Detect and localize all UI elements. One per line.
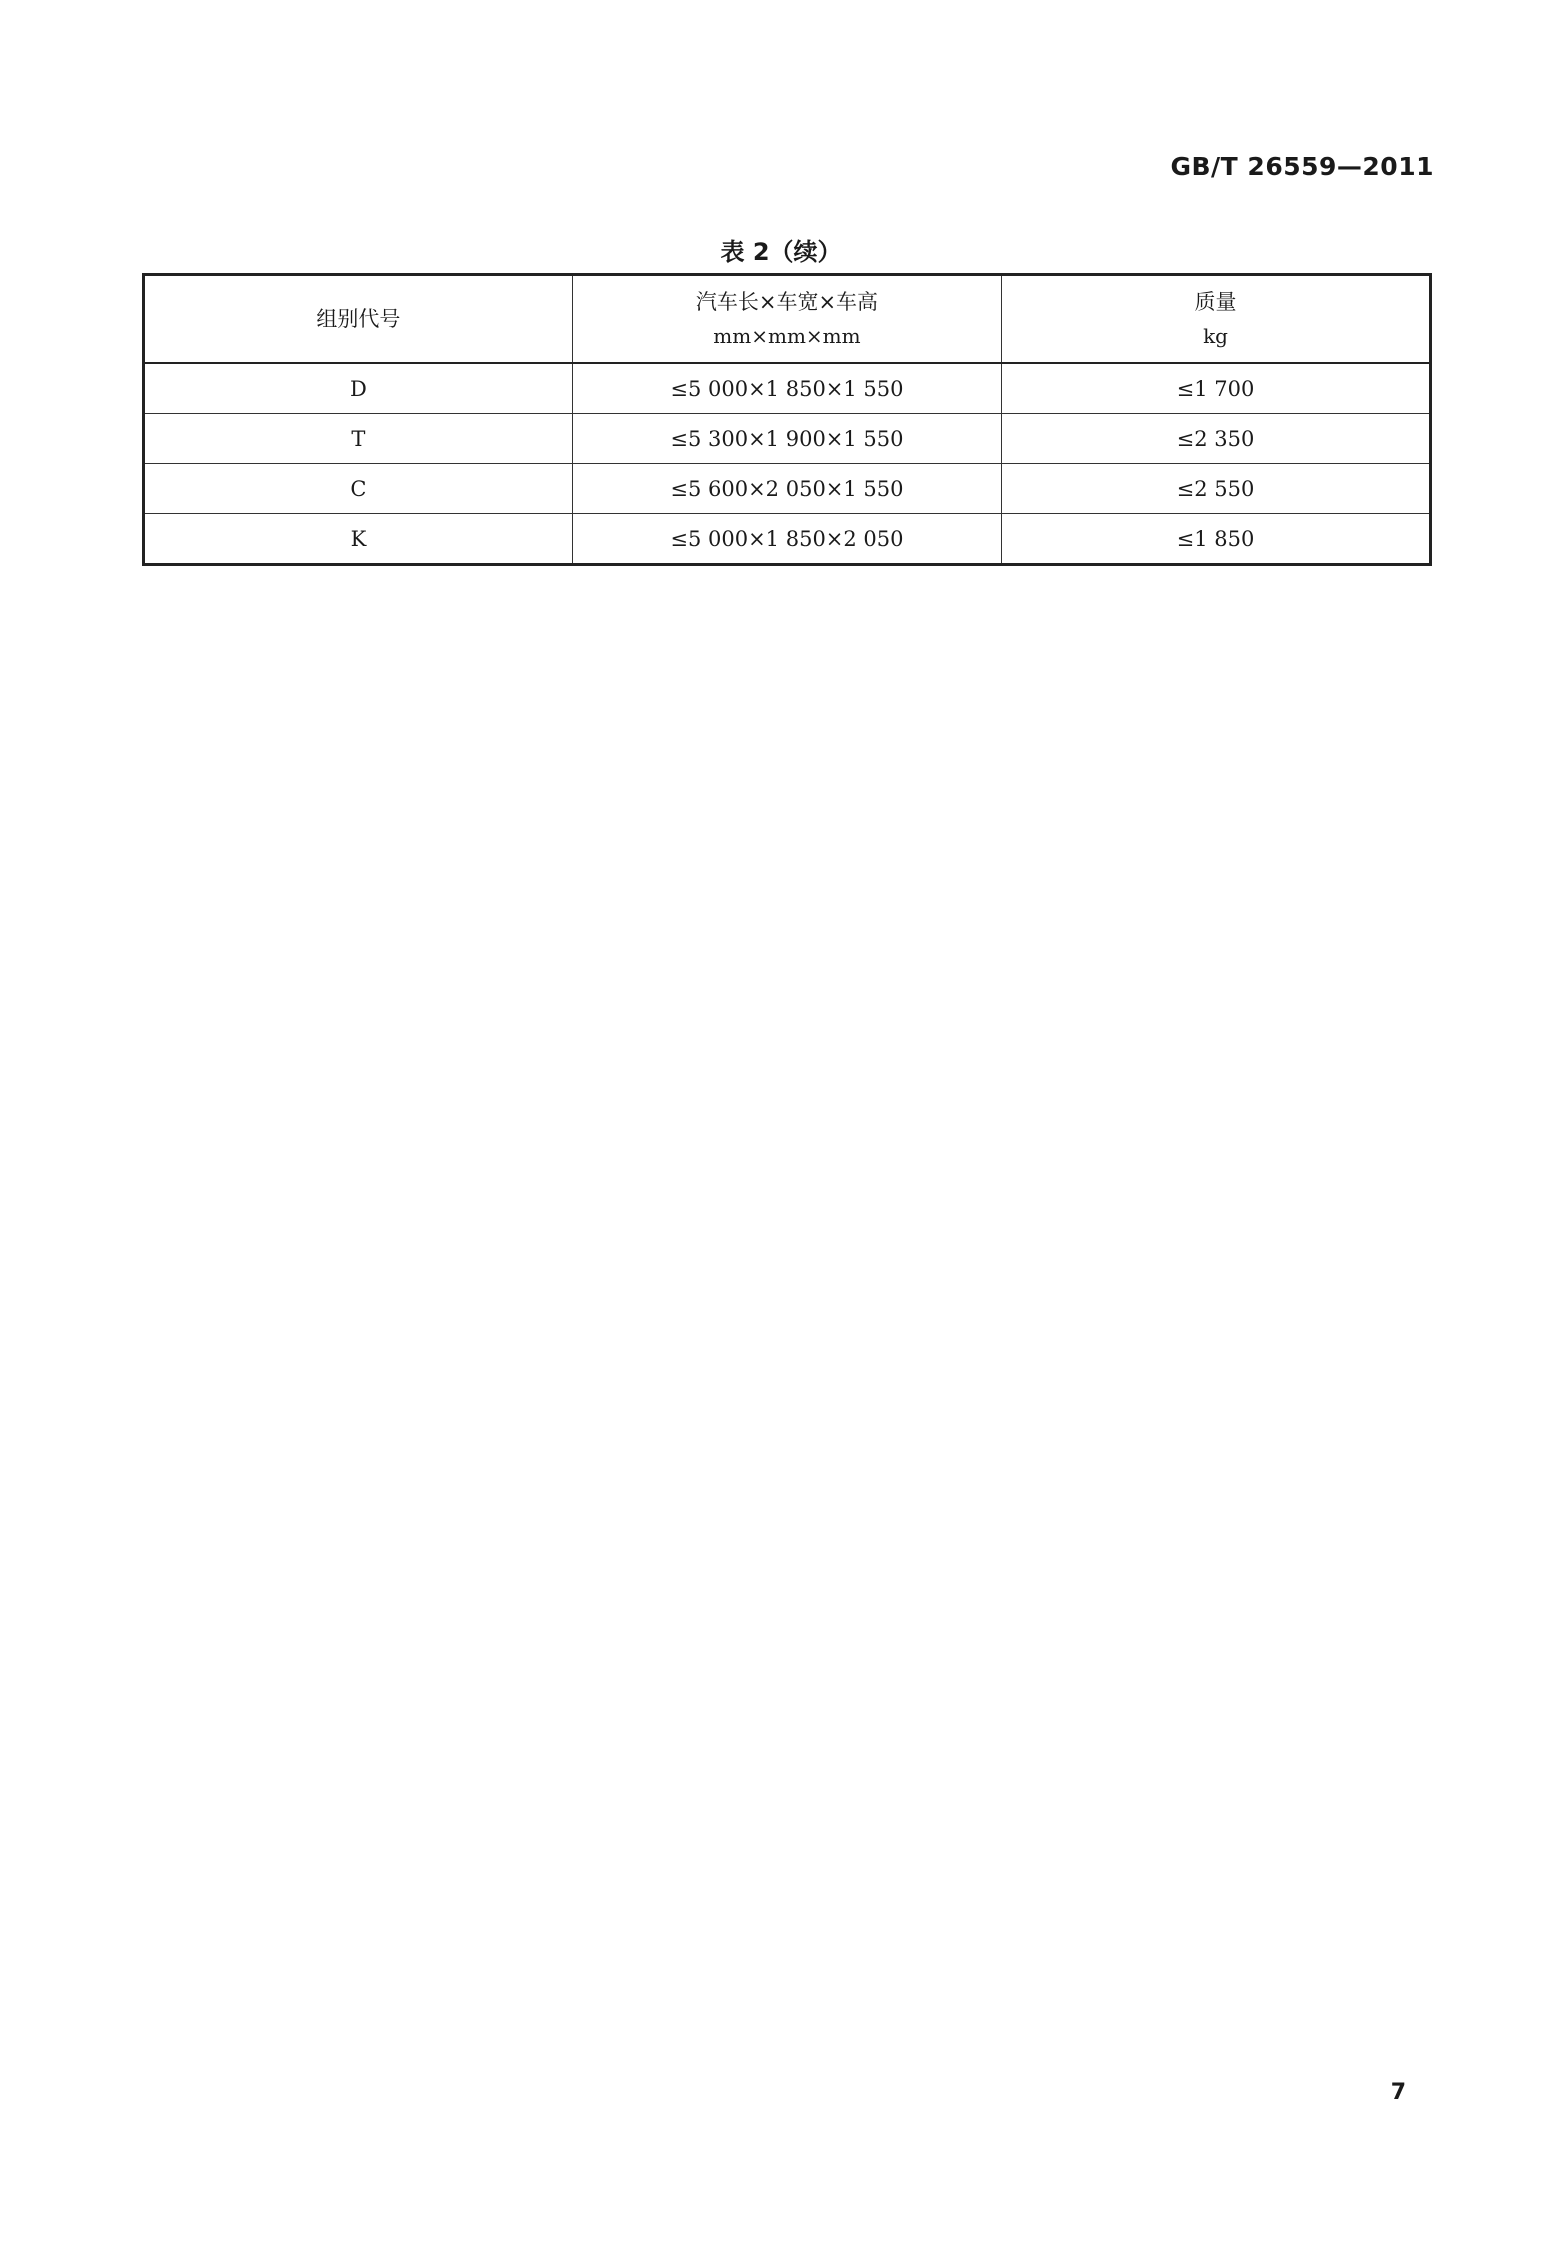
- page-number: 7: [1390, 2080, 1406, 2105]
- table-title: 表 2（续）: [720, 238, 842, 266]
- table-row: [144, 363, 1431, 414]
- table-row: [144, 464, 1431, 514]
- cell-mass: ≤2 350: [1002, 414, 1431, 464]
- header-dimensions: [572, 275, 1001, 364]
- cell-group: K: [144, 514, 573, 565]
- table-row: [144, 414, 1431, 464]
- table-header-row: [144, 275, 1431, 364]
- spec-table: [142, 273, 1432, 566]
- header-mass: [1002, 275, 1431, 364]
- cell-dimensions: ≤5 600×2 050×1 550: [572, 464, 1001, 514]
- header-mass-unit: kg: [1203, 324, 1228, 348]
- cell-mass: ≤1 850: [1002, 514, 1431, 565]
- header-dimensions-label: 汽车长×车宽×车高: [695, 290, 879, 314]
- cell-dimensions: ≤5 000×1 850×1 550: [572, 363, 1001, 414]
- table-row: [144, 514, 1431, 565]
- header-group-code-label: 组别代号: [316, 307, 401, 331]
- cell-dimensions: ≤5 000×1 850×2 050: [572, 514, 1001, 565]
- cell-group: C: [144, 464, 573, 514]
- cell-group: T: [144, 414, 573, 464]
- header-dimensions-unit: mm×mm×mm: [713, 324, 861, 348]
- header-group-code: [144, 275, 573, 364]
- cell-mass: ≤1 700: [1002, 363, 1431, 414]
- cell-mass: ≤2 550: [1002, 464, 1431, 514]
- cell-dimensions: ≤5 300×1 900×1 550: [572, 414, 1001, 464]
- header-mass-label: 质量: [1194, 290, 1237, 314]
- standard-code: GB/T 26559—2011: [1170, 152, 1434, 181]
- cell-group: D: [144, 363, 573, 414]
